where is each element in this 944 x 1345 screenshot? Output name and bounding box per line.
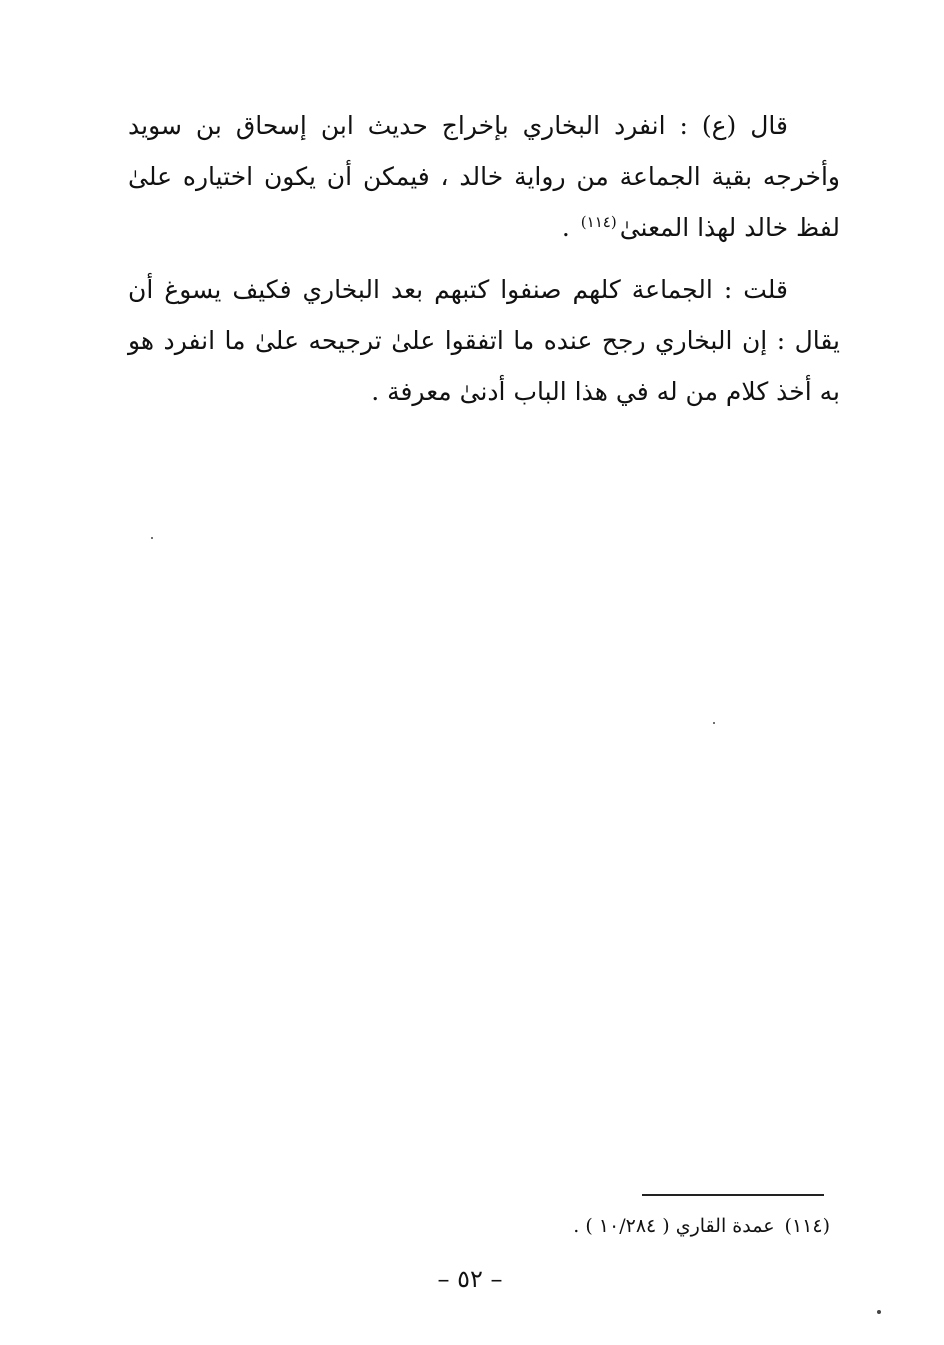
scan-speck [713,722,715,724]
footnote-text: عمدة القاري ( ١٠/٢٨٤ ) . [573,1215,775,1237]
footnote [420,1208,830,1244]
footnote-reference: (١١٤) [580,212,617,231]
paragraph-1-end: . [561,213,570,242]
paragraph-2-text: قلت : الجماعة كلهم صنفوا كتبهم بعد البخاري فكيف يسوغ أن يقال : إن البخاري رجح عنده ما اتفقوا علىٰ ترجيحه علىٰ ما انفرد هو به أخذ كلام من له في هذا الباب أدنىٰ معرفة . [128,275,840,406]
page-number: – ٥٢ – [437,1265,503,1293]
footnote-separator [642,1194,824,1196]
footnote-number: (١١٤) [784,1215,830,1237]
scan-speck [151,537,153,539]
paragraph-1-text: قال (ع) : انفرد البخاري بإخراج حديث ابن إسحاق بن سويد وأخرجه بقية الجماعة من رواية خالد ، فيمكن أن يكون اختياره علىٰ لفظ خالد لهذا المعنىٰ [128,111,840,242]
scan-speck [877,1310,881,1314]
paragraph-2 [128,264,840,417]
main-text [128,100,840,417]
paragraph-1 [128,100,840,253]
